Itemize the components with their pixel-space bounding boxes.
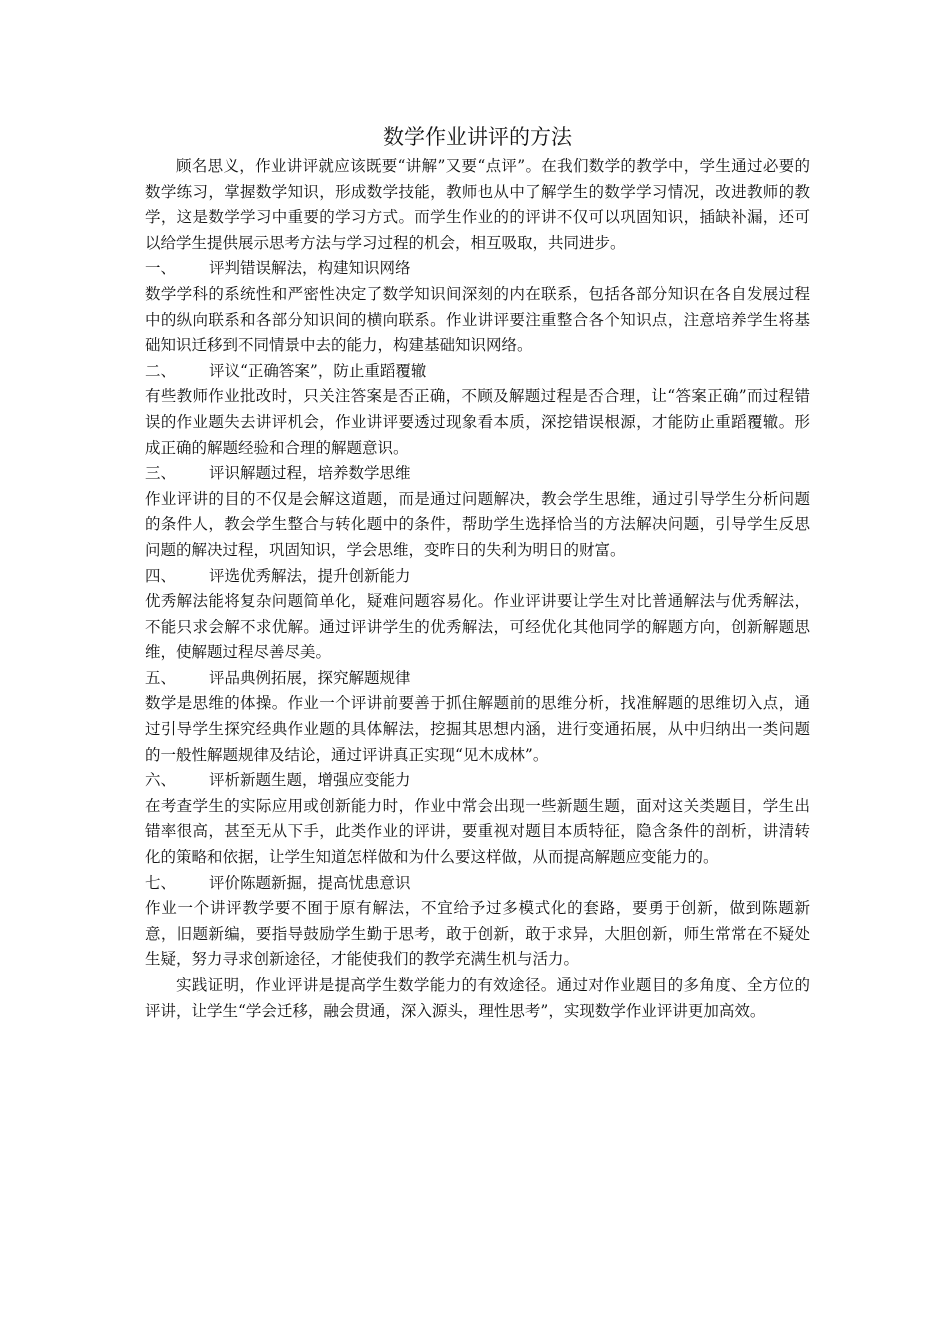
section-body-6: 在考查学生的实际应用或创新能力时，作业中常会出现一些新题生题，面对这关类题目，学生出错率很高，甚至无从下手，此类作业的评讲，要重视对题目本质特征，隐含条件的剖析，讲清转化的策略和依据，让学生知道怎样做和为什么要这样做，从而提高解题应变能力的。 bbox=[145, 796, 810, 867]
section-heading-5 bbox=[145, 666, 810, 692]
intro-paragraph: 顾名思义，作业讲评就应该既要“讲解”又要“点评”。在我们数学的教学中，学生通过必要的数学练习，掌握数学知识，形成数学技能，教师也从中了解学生的数学学习情况，改进教师的教学，这是数学学习中重要的学习方式。而学生作业的的评讲不仅可以巩固知识，插缺补漏，还可以给学生提供展示思考方法与学习过程的机会，相互吸取，共同进步。 bbox=[145, 157, 810, 252]
section-number: 四、 bbox=[145, 566, 177, 585]
section-number: 六、 bbox=[145, 771, 177, 790]
section-heading-text: 评识解题过程，培养数学思维 bbox=[209, 464, 411, 483]
document-content bbox=[145, 122, 810, 1024]
section-body-3: 作业评讲的目的不仅是会解这道题，而是通过问题解决，教会学生思维，通过引导学生分析问题的条件人，教会学生整合与转化题中的条件，帮助学生选择恰当的方法解决问题，引导学生反思问题的解决过程，巩固知识，学会思维，变昨日的失利为明日的财富。 bbox=[145, 489, 810, 559]
section-heading-text: 评议“正确答案”，防止重蹈覆辙 bbox=[209, 361, 427, 380]
section-heading-1 bbox=[145, 256, 810, 282]
document-title: 数学作业讲评的方法 bbox=[383, 125, 572, 149]
section-body-4: 优秀解法能将复杂问题简单化，疑难问题容易化。作业评讲要让学生对比普通解法与优秀解法，不能只求会解不求优解。通过评讲学生的优秀解法，可经优化其他同学的解题方向，创新解题思维，使解题过程尽善尽美。 bbox=[145, 592, 810, 662]
conclusion-paragraph: 实践证明，作业评讲是提高学生数学能力的有效途径。通过对作业题目的多角度、全方位的评讲，让学生“学会迁移，融会贯通，深入源头，理性思考”，实现数学作业评讲更加高效。 bbox=[145, 976, 810, 1020]
section-number: 七、 bbox=[145, 873, 177, 892]
section-heading-text: 评析新题生题，增强应变能力 bbox=[209, 771, 411, 790]
section-heading-text: 评品典例拓展，探究解题规律 bbox=[209, 668, 411, 687]
section-number: 一、 bbox=[145, 259, 177, 278]
section-heading-text: 评价陈题新掘，提高忧患意识 bbox=[209, 873, 411, 892]
section-body-2: 有些教师作业批改时，只关注答案是否正确，不顾及解题过程是否合理，让“答案正确”而过程错误的作业题失去讲评机会，作业讲评要透过现象看本质，深挖错误根源，才能防止重蹈覆辙。形成正确的解题经验和合理的解题意识。 bbox=[145, 387, 810, 457]
section-heading-3 bbox=[145, 461, 810, 487]
section-heading-2 bbox=[145, 359, 810, 385]
section-body-1: 数学学科的系统性和严密性决定了数学知识间深刻的内在联系，包括各部分知识在各自发展过程中的纵向联系和各部分知识间的横向联系。作业讲评要注重整合各个知识点，注意培养学生将基础知识迁移到不同情景中去的能力，构建基础知识网络。 bbox=[145, 284, 810, 355]
section-number: 三、 bbox=[145, 464, 177, 483]
section-heading-6 bbox=[145, 768, 810, 794]
section-heading-7 bbox=[145, 871, 810, 897]
section-heading-text: 评判错误解法，构建知识网络 bbox=[209, 259, 411, 278]
section-body-7: 作业一个讲评教学要不囿于原有解法，不宜给予过多模式化的套路，要勇于创新，做到陈题新意，旧题新编，要指导鼓励学生勤于思考，敢于创新，敢于求异，大胆创新，师生常常在不疑处生疑，努力寻求创新途径，才能使我们的教学充满生机与活力。 bbox=[145, 899, 810, 969]
section-number: 二、 bbox=[145, 361, 177, 380]
section-heading-4 bbox=[145, 564, 810, 590]
section-body-5: 数学是思维的体操。作业一个评讲前要善于抓住解题前的思维分析，找准解题的思维切入点，通过引导学生探究经典作业题的具体解法，挖掘其思想内涵，进行变通拓展，从中归纳出一类问题的一般性解题规律及结论，通过评讲真正实现“见木成林”。 bbox=[145, 694, 810, 764]
section-heading-text: 评选优秀解法，提升创新能力 bbox=[209, 566, 411, 585]
section-number: 五、 bbox=[145, 668, 177, 687]
